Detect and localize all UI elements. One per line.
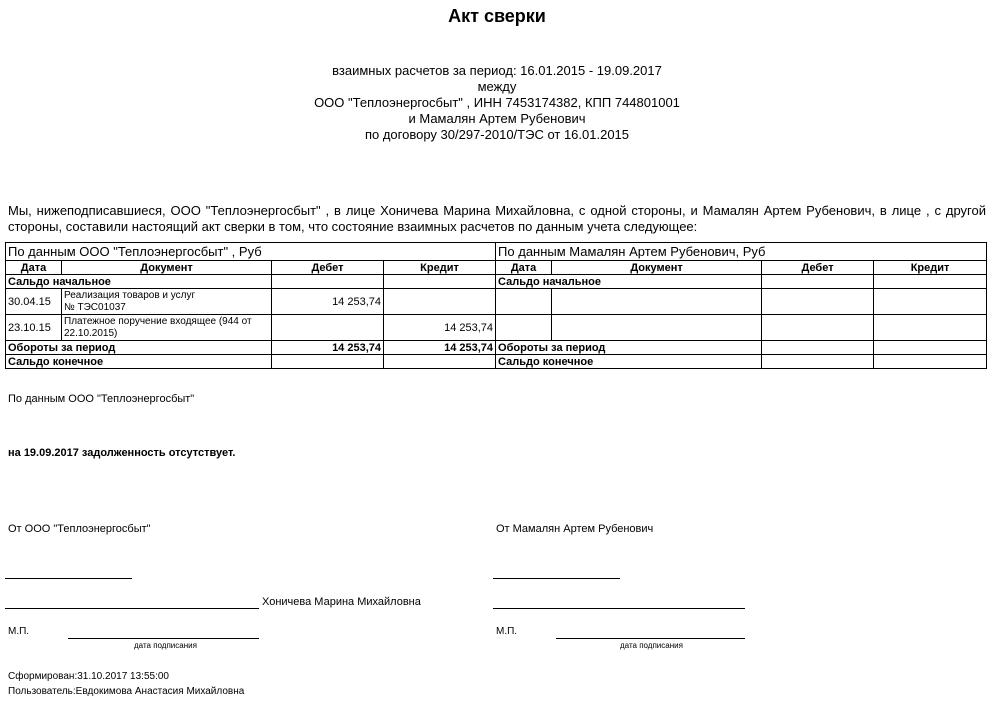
turnover-label-right: Обороты за период	[496, 341, 762, 355]
row-debit	[272, 315, 384, 341]
col-debit: Дебет	[272, 261, 384, 275]
between-line: между	[477, 79, 517, 94]
document-title: Акт сверки	[448, 6, 546, 26]
intro-paragraph: Мы, нижеподписавшиеся, ООО "Теплоэнергосбыт" , в лице Хоничева Марина Михайловна, с одной стороны, и Мамалян Артем Рубенович, в лице , с другой стороны, составили настоящий акт сверки в том, что состояние взаимных расчетов по данным учета следующее:	[8, 203, 986, 234]
table-row	[6, 315, 987, 341]
left-date-label: дата подписания	[134, 641, 197, 650]
closing-balance-label-right: Сальдо конечное	[496, 355, 762, 369]
counterparty-line: и Мамалян Артем Рубенович	[408, 111, 586, 126]
left-date-line	[68, 638, 259, 639]
right-party-header: По данным Мамалян Артем Рубенович, Руб	[496, 243, 987, 261]
col-date: Дата	[6, 261, 62, 275]
col-credit-right: Кредит	[874, 261, 987, 275]
period-line: взаимных расчетов за период: 16.01.2015 - 19.09.2017	[332, 63, 662, 78]
col-date-right: Дата	[496, 261, 552, 275]
left-party-label: От ООО "Теплоэнергосбыт"	[8, 523, 151, 535]
turnover-label: Обороты за период	[6, 341, 272, 355]
turnover-credit: 14 253,74	[384, 341, 496, 355]
opening-balance-label-right: Сальдо начальное	[496, 275, 762, 289]
table-row	[6, 289, 987, 315]
row-credit: 14 253,74	[384, 315, 496, 341]
reconciliation-table	[5, 242, 987, 369]
opening-balance-label: Сальдо начальное	[6, 275, 272, 289]
summary-source: По данным ООО "Теплоэнергосбыт"	[8, 393, 195, 405]
left-signature-line-1	[5, 578, 132, 579]
right-stamp-label: М.П.	[496, 626, 518, 637]
row-document: Реализация товаров и услуг № ТЭС01037	[62, 289, 272, 315]
left-stamp-label: М.П.	[8, 626, 30, 637]
row-credit	[384, 289, 496, 315]
generated-by-user: Пользователь:Евдокимова Анастасия Михайловна	[8, 686, 245, 697]
col-debit-right: Дебет	[762, 261, 874, 275]
contract-line: по договору 30/297-2010/ТЭС от 16.01.2015	[364, 127, 630, 142]
left-party-header: По данным ООО "Теплоэнергосбыт" , Руб	[6, 243, 496, 261]
row-date: 23.10.15	[6, 315, 62, 341]
right-party-label: От Мамалян Артем Рубенович	[496, 523, 654, 535]
left-signature-line-2	[5, 608, 259, 609]
row-date: 30.04.15	[6, 289, 62, 315]
col-document: Документ	[62, 261, 272, 275]
row-debit: 14 253,74	[272, 289, 384, 315]
summary-text: на 19.09.2017 задолженность отсутствует.	[8, 447, 236, 459]
generated-timestamp: Сформирован:31.10.2017 13:55:00	[8, 671, 169, 682]
right-signature-line-2	[493, 608, 745, 609]
closing-balance-label: Сальдо конечное	[6, 355, 272, 369]
col-credit: Кредит	[384, 261, 496, 275]
company-line: ООО "Теплоэнергосбыт" , ИНН 7453174382, КПП 744801001	[314, 95, 680, 110]
col-document-right: Документ	[552, 261, 762, 275]
right-signature-line-1	[493, 578, 620, 579]
left-signer-name: Хоничева Марина Михайловна	[262, 596, 421, 608]
turnover-debit: 14 253,74	[272, 341, 384, 355]
right-date-label: дата подписания	[620, 641, 683, 650]
row-document: Платежное поручение входящее (944 от 22.10.2015)	[62, 315, 272, 341]
right-date-line	[556, 638, 745, 639]
